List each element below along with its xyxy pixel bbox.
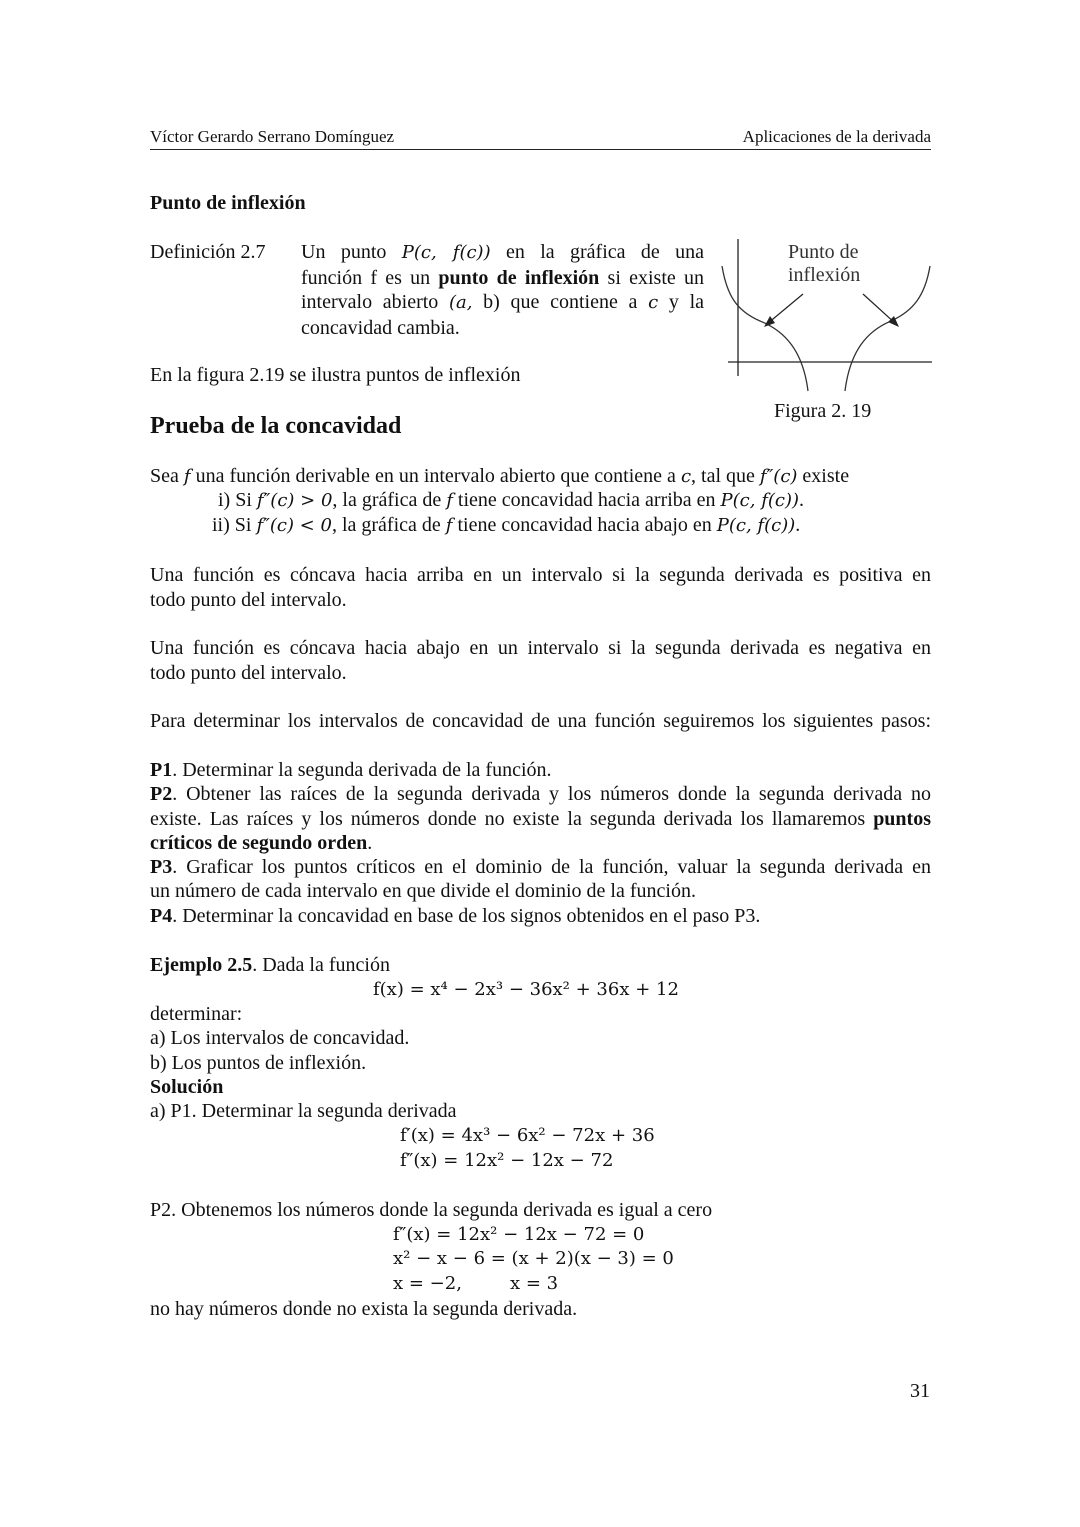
step-p2-line2: existe. Las raíces y los números donde no existe la segunda derivada los llamaremos puntos: [150, 807, 931, 830]
solution-label: Solución: [150, 1076, 224, 1098]
concavity-rule-ii: ii) Si f″(c) < 0, la gráfica de f tiene concavidad hacia abajo en P(c, f(c)).: [212, 514, 801, 536]
definition-line-1: Un punto P(c, f(c)) en la gráfica de una: [301, 241, 705, 263]
steps-list: [150, 758, 931, 928]
concavity-rule-i: i) Si f″(c) > 0, la gráfica de f tiene concavidad hacia arriba en P(c, f(c)).: [218, 489, 805, 511]
example-item-a: a) Los intervalos de concavidad.: [150, 1027, 410, 1049]
step-p2-line3: críticos de segundo orden.: [150, 831, 373, 854]
example-heading: Ejemplo 2.5. Dada la función: [150, 954, 390, 976]
first-derivative: f′(x) = 4x³ − 6x² − 72x + 36: [400, 1125, 655, 1146]
step-p3-line1: P3. Graficar los puntos críticos en el dominio de la función, valuar la segunda derivada en: [150, 856, 931, 879]
definition-line-3: intervalo abierto (a, b) que contiene a c y la: [301, 291, 704, 313]
equation-3-a: x = −2,: [393, 1273, 462, 1294]
definition-line-4: concavidad cambia.: [301, 316, 460, 339]
page-header: [150, 127, 931, 150]
solution-conclusion: no hay números donde no exista la segunda derivada.: [150, 1298, 578, 1320]
step-p4: P4. Determinar la concavidad en base de los signos obtenidos en el paso P3.: [150, 904, 761, 927]
example-determine: determinar:: [150, 1003, 243, 1025]
section-title-concavity-test: Prueba de la concavidad: [150, 413, 402, 439]
concavity-intro: Sea f una función derivable en un intervalo abierto que contiene a c, tal que f″(c) existe: [150, 465, 850, 487]
definition-body: [301, 240, 704, 340]
paragraph-concave-down: Una función es cóncava hacia abajo en un intervalo si la segunda derivada es negativa en todo punto del intervalo.: [150, 637, 931, 684]
figure-label: Punto de inflexión: [788, 241, 861, 286]
section-title-inflection: Punto de inflexión: [150, 192, 306, 214]
figure-inflection-points: [715, 236, 940, 396]
equation-3-b: x = 3: [510, 1273, 559, 1294]
step-p2-line1: P2. Obtener las raíces de la segunda derivada y los números donde la segunda derivada no: [150, 783, 931, 806]
equation-1: f″(x) = 12x² − 12x − 72 = 0: [393, 1224, 645, 1245]
solution-p1: a) P1. Determinar la segunda derivada: [150, 1100, 457, 1122]
definition-label: Definición 2.7: [150, 241, 266, 263]
step-p1: P1. Determinar la segunda derivada de la función.: [150, 759, 552, 781]
page-number: 31: [910, 1380, 930, 1402]
example-item-b: b) Los puntos de inflexión.: [150, 1052, 367, 1074]
second-derivative: f″(x) = 12x² − 12x − 72: [400, 1150, 614, 1171]
header-chapter: Aplicaciones de la derivada: [742, 127, 931, 146]
figure-reference-text: En la figura 2.19 se ilustra puntos de inflexión: [150, 364, 521, 386]
figure-caption: Figura 2. 19: [774, 400, 872, 422]
definition-line-2: función f es un punto de inflexión si existe un: [301, 266, 705, 289]
equation-2: x² − x − 6 = (x + 2)(x − 3) = 0: [393, 1248, 674, 1269]
paragraph-concave-up: Una función es cóncava hacia arriba en un intervalo si la segunda derivada es positiva en todo punto del intervalo.: [150, 564, 931, 611]
paragraph-steps-intro: Para determinar los intervalos de concavidad de una función seguiremos los siguientes pasos:: [150, 710, 931, 732]
example-function: f(x) = x⁴ − 2x³ − 36x² + 36x + 12: [373, 979, 679, 1000]
solution-p2: P2. Obtenemos los números donde la segunda derivada es igual a cero: [150, 1199, 713, 1221]
header-author: Víctor Gerardo Serrano Domínguez: [150, 127, 395, 146]
step-p3-line2: un número de cada intervalo en que divide el dominio de la función.: [150, 880, 696, 903]
